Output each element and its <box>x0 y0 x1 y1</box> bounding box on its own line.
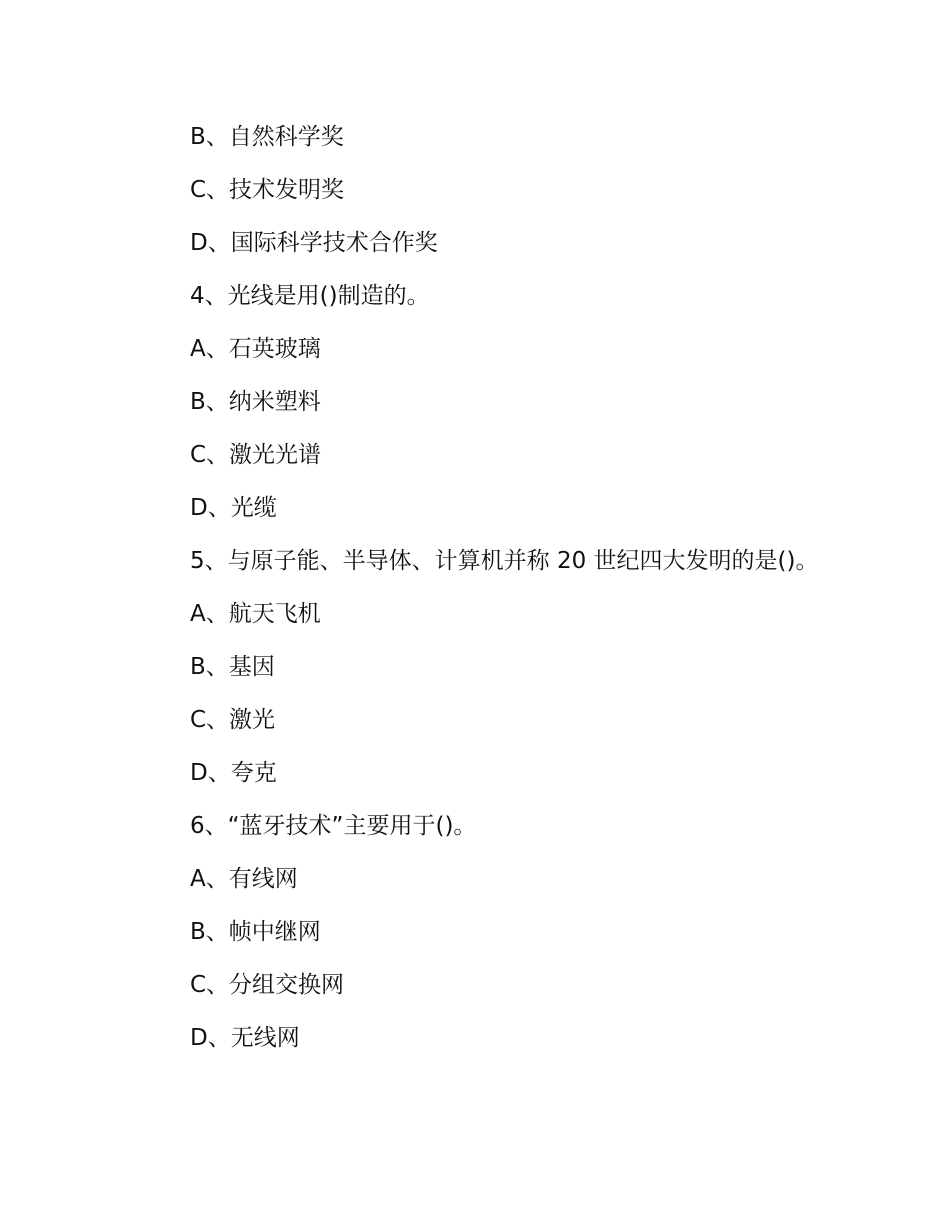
question-5-option-a: A、航天飞机 <box>190 601 321 627</box>
option-d-international-cooperation: D、国际科学技术合作奖 <box>190 230 438 256</box>
question-5-option-d: D、夸克 <box>190 760 277 786</box>
question-5-option-b: B、基因 <box>190 654 275 680</box>
option-c-technical-invention: C、技术发明奖 <box>190 177 345 203</box>
question-4-option-a: A、石英玻璃 <box>190 336 321 362</box>
question-4-option-d: D、光缆 <box>190 495 277 521</box>
question-4-option-b: B、纳米塑料 <box>190 389 321 415</box>
question-6-option-b: B、帧中继网 <box>190 919 321 945</box>
question-4: 4、光线是用()制造的。 <box>190 283 430 309</box>
question-6-option-d: D、无线网 <box>190 1025 300 1051</box>
question-5-option-c: C、激光 <box>190 707 276 733</box>
question-content <box>141 116 821 1059</box>
option-b-natural-science: B、自然科学奖 <box>190 124 344 150</box>
question-5: 5、与原子能、半导体、计算机并称 20 世纪四大发明的是()。 <box>190 548 819 574</box>
question-6-option-a: A、有线网 <box>190 866 298 892</box>
question-6-option-c: C、分组交换网 <box>190 972 345 998</box>
question-6: 6、“蓝牙技术”主要用于()。 <box>190 813 477 839</box>
question-4-option-c: C、激光光谱 <box>190 442 322 468</box>
